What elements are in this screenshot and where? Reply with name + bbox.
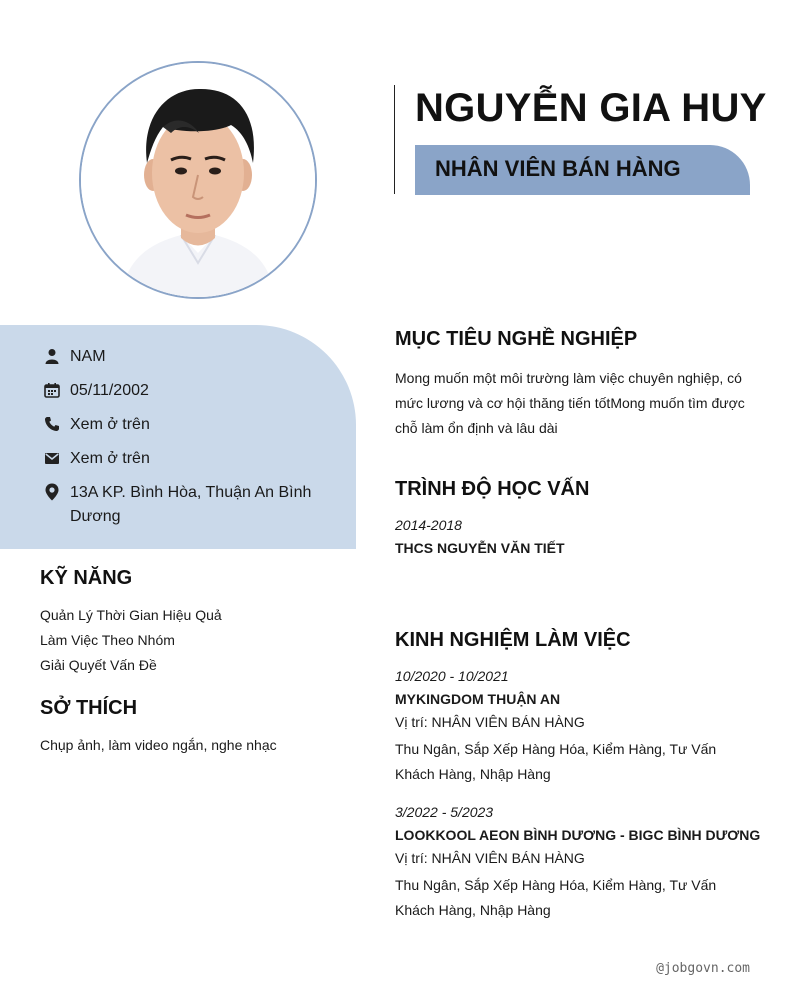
watermark: @jobgovn.com <box>656 961 750 976</box>
candidate-name: NGUYỄN GIA HUY <box>415 86 767 130</box>
education-school: THCS NGUYỄN VĂN TIẾT <box>395 540 565 556</box>
contact-birthday <box>42 379 320 403</box>
hobbies-text: Chụp ảnh, làm video ngắn, nghe nhạc <box>40 737 277 753</box>
job-position: Vị trí: NHÂN VIÊN BÁN HÀNG <box>395 850 585 866</box>
person-icon <box>42 346 62 366</box>
experience-heading: KINH NGHIỆM LÀM VIỆC <box>395 629 631 651</box>
job-period: 10/2020 - 10/2021 <box>395 668 509 684</box>
skill-item: Làm Việc Theo Nhóm <box>40 632 175 648</box>
job-duties: Thu Ngân, Sắp Xếp Hàng Hóa, Kiểm Hàng, Tư Vấn Khách Hàng, Nhập Hàng <box>395 741 717 782</box>
contact-text: 05/11/2002 <box>70 382 149 399</box>
skill-item: Quản Lý Thời Gian Hiệu Quả <box>40 607 222 623</box>
contact-text: NAM <box>70 348 106 365</box>
education-period: 2014-2018 <box>395 517 462 533</box>
job-period: 3/2022 - 5/2023 <box>395 804 494 820</box>
job-title-badge <box>415 145 750 195</box>
contact-email <box>42 447 320 471</box>
contact-phone <box>42 413 320 437</box>
contact-text: Xem ở trên <box>70 416 150 433</box>
contact-text: 13A KP. Bình Hòa, Thuận An Bình Dương <box>70 484 312 525</box>
contact-gender <box>42 345 320 369</box>
objective-heading: MỤC TIÊU NGHỀ NGHIỆP <box>395 328 638 350</box>
job-duties: Thu Ngân, Sắp Xếp Hàng Hóa, Kiểm Hàng, Tư Vấn Khách Hàng, Nhập Hàng <box>395 877 717 918</box>
phone-icon <box>42 414 62 434</box>
job-position: Vị trí: NHÂN VIÊN BÁN HÀNG <box>395 714 585 730</box>
education-heading: TRÌNH ĐỘ HỌC VẤN <box>395 478 590 500</box>
job-title: NHÂN VIÊN BÁN HÀNG <box>435 156 681 181</box>
mail-icon <box>42 448 62 468</box>
profile-photo <box>79 61 317 299</box>
contact-address <box>42 481 320 529</box>
skill-item: Giải Quyết Vấn Đề <box>40 657 157 673</box>
contact-text: Xem ở trên <box>70 450 150 467</box>
portrait-illustration <box>81 63 315 297</box>
skills-heading: KỸ NĂNG <box>40 567 133 589</box>
job-company: LOOKKOOL AEON BÌNH DƯƠNG - BIGC BÌNH DƯƠNG <box>395 827 761 843</box>
calendar-icon <box>42 380 62 400</box>
name-divider <box>394 85 395 194</box>
hobbies-heading: SỞ THÍCH <box>40 697 138 719</box>
objective-text: Mong muốn một môi trường làm việc chuyên nghiệp, có mức lương và cơ hội thăng tiến tốtMong muốn tìm được chỗ làm ổn định và lâu dài <box>395 370 745 436</box>
location-icon <box>42 482 62 502</box>
job-company: MYKINGDOM THUẬN AN <box>395 691 561 707</box>
